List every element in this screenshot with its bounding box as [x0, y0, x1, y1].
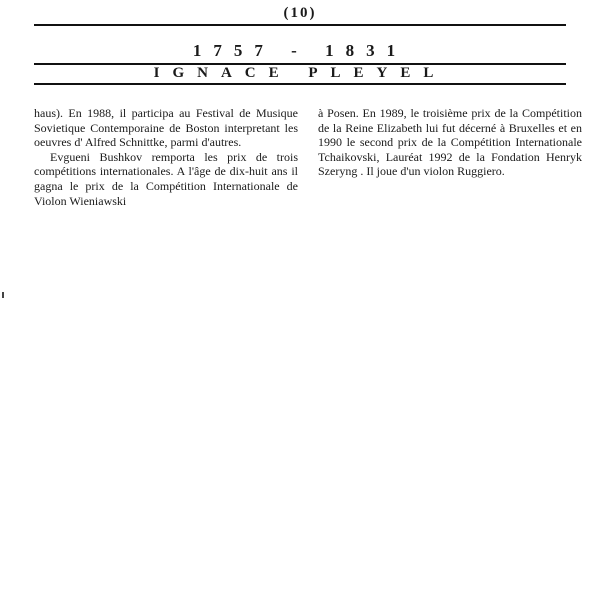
paragraph: à Posen. En 1989, le troisième prix de la Compétition de la Reine Elizabeth lui fut décerné à Bruxelles et en 1990 le second prix de la Compétition Internationale Tchaikovski, Lauréat 1992 de la Fondation Henryk Szeryng . Il joue d'un violon Ruggiero.: [318, 106, 582, 179]
top-rule: [34, 24, 566, 26]
page-number: (10): [283, 5, 317, 21]
composer-dates: 1757 - 1831: [192, 41, 408, 60]
paragraph: Evgueni Bushkov remporta les prix de trois compétitions internationales. A l'âge de dix-huit ans il gagna le prix de la Compétition Internationale de Violon Wieniawski: [34, 149, 298, 208]
composer-name: IGNACE PLEYEL: [153, 65, 447, 81]
bottom-rule: [34, 83, 566, 85]
right-column: [318, 106, 582, 179]
left-column: [34, 106, 298, 208]
scan-edge-mark: [2, 292, 4, 298]
paragraph: haus). En 1988, il participa au Festival de Musique Sovietique Contemporaine de Boston interpretant les oeuvres d' Alfred Schnittke, parmi d'autres.: [34, 106, 298, 150]
